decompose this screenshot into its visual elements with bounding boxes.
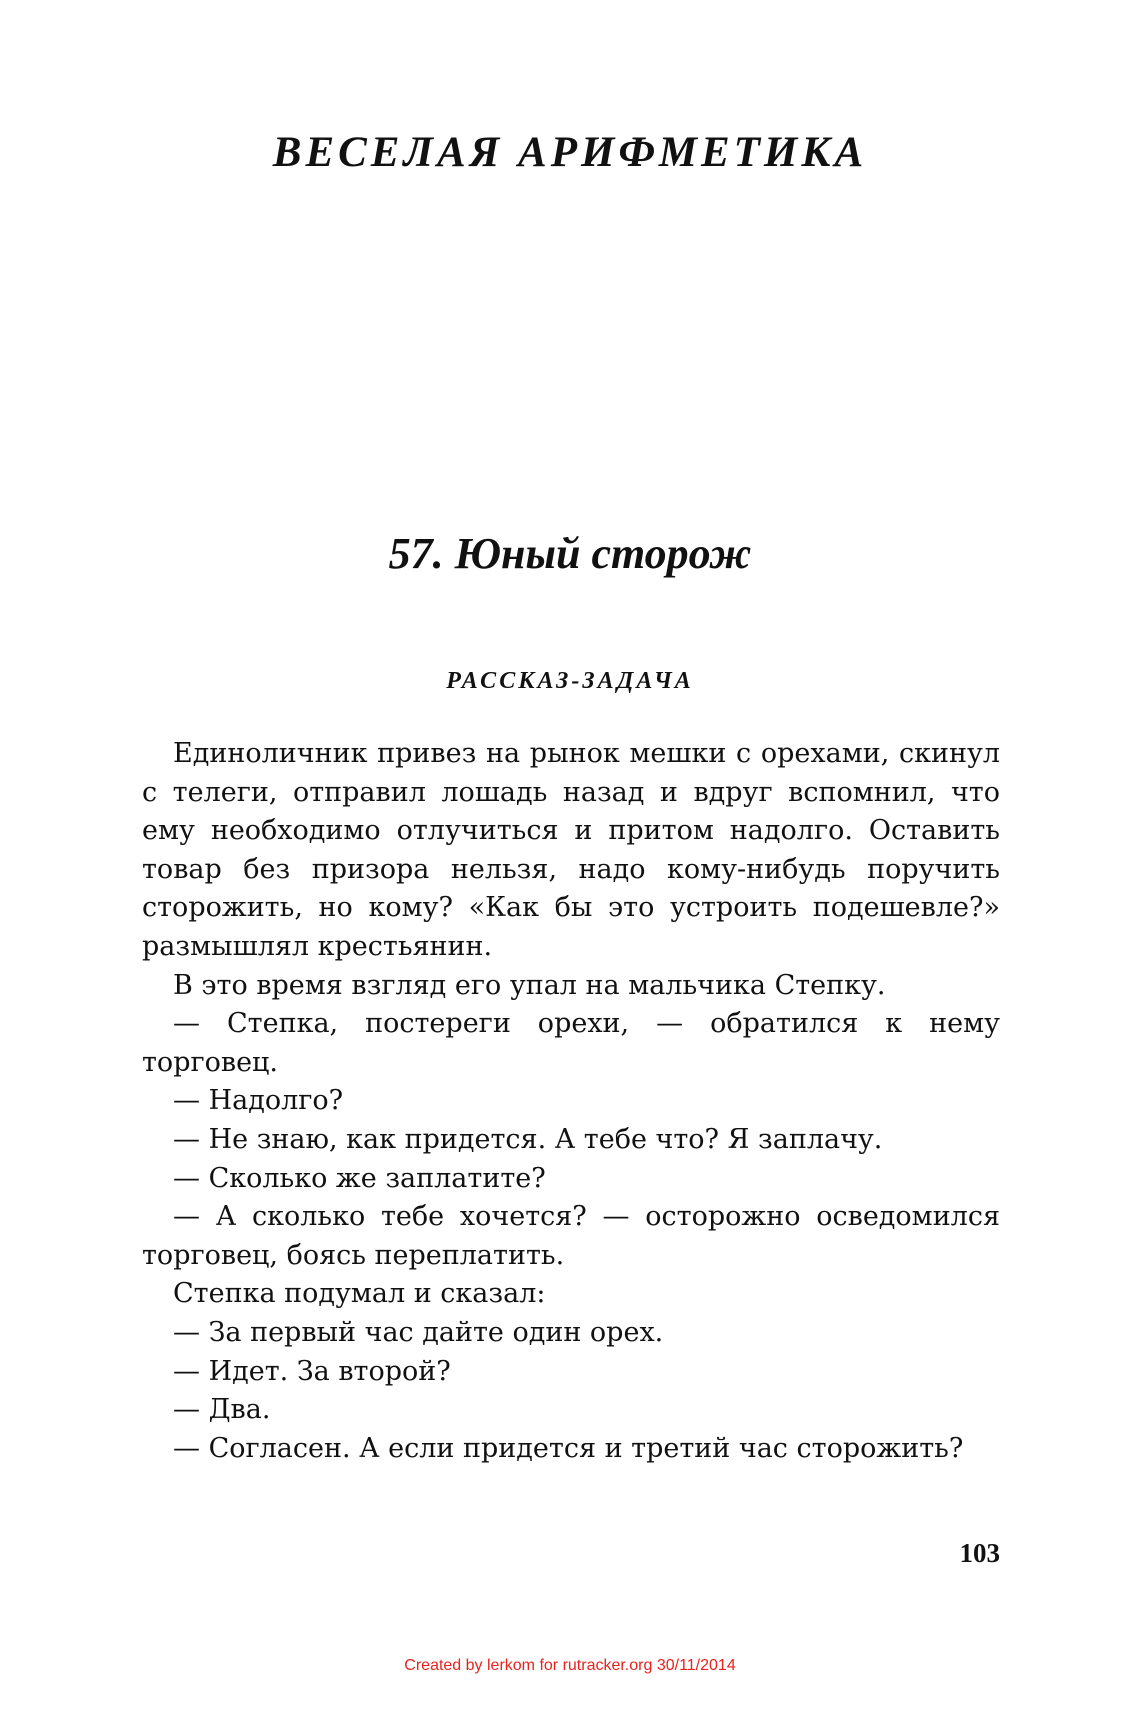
dialogue-line: — А сколько тебе хочется? — осторожно осведомился торговец, боясь переплатить.: [142, 1201, 1000, 1271]
dialogue-line: — Надолго?: [173, 1085, 344, 1117]
dialogue-line: — Согласен. А если придется и третий час сторожить?: [173, 1432, 964, 1464]
paragraph-intro: Единоличник привез на рынок мешки с орехами, скинул с телеги, отправил лошадь назад и вдруг вспомнил, что ему необходимо отлучиться и притом надолго. Оставить товар без призора нельзя, надо кому-нибудь поручить сторожить, но кому? «Как бы это устроить подешевле?» размышлял крестьянин.: [142, 738, 1000, 962]
chapter-subtitle: РАССКАЗ-ЗАДАЧА: [446, 668, 694, 694]
dialogue-line: — Степка, постереги орехи, — обратился к нему торговец.: [142, 1008, 1000, 1078]
paragraph: Степка подумал и сказал:: [173, 1278, 546, 1310]
chapter-title: 57. Юный сторож: [388, 529, 752, 578]
watermark-text: Created by lerkom for rutracker.org 30/11/2014: [404, 1657, 736, 1674]
section-title: ВЕСЕЛАЯ АРИФМЕТИКА: [272, 129, 868, 176]
page-number: 103: [959, 1538, 1000, 1568]
dialogue-line: — Сколько же заплатите?: [173, 1162, 546, 1194]
dialogue-line: — Не знаю, как придется. А тебе что? Я заплачу.: [173, 1123, 883, 1155]
paragraph: В это время взгляд его упал на мальчика Степку.: [173, 969, 886, 1001]
story-body: [142, 735, 1000, 1468]
dialogue-line: — Идет. За второй?: [173, 1355, 451, 1387]
dialogue-line: — За первый час дайте один орех.: [173, 1316, 664, 1348]
dialogue-line: — Два.: [173, 1394, 271, 1426]
